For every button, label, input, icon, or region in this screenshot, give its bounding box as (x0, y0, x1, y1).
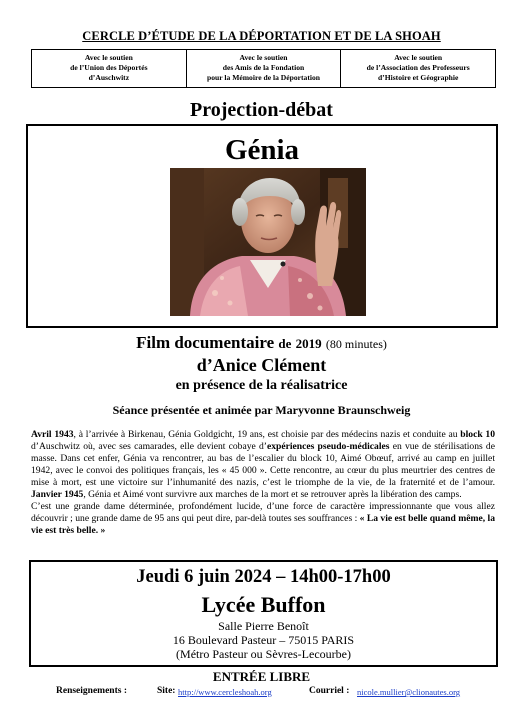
mail-link[interactable]: nicole.mullier@clionautes.org (357, 687, 461, 697)
film-box (26, 124, 498, 328)
presence-line: en présence de la réalisatrice (175, 378, 348, 393)
support-line: de l’Association des Professeurs (366, 63, 470, 72)
support-line: Avec le soutien (394, 53, 443, 62)
director-line: d’Anice Clément (196, 355, 327, 375)
support-line: des Amis de la Fondation (222, 63, 305, 72)
venue-name: Lycée Buffon (201, 592, 326, 617)
support-cell-aphg (340, 50, 495, 87)
metro-info: (Métro Pasteur ou Sèvres-Lecourbe) (176, 647, 351, 661)
support-line: de l’Union des Déportés (70, 63, 148, 72)
mail-label: Courriel : (309, 686, 350, 696)
support-cell-uda (32, 50, 186, 87)
support-line: d’Auschwitz (88, 73, 130, 82)
site-label: Site: (157, 686, 176, 696)
event-type: Projection-débat (190, 99, 333, 121)
doc-label: Film documentaire (136, 333, 275, 352)
host-line: Séance présentée et animée par Maryvonne Braunschweig (112, 403, 411, 417)
film-title: Génia (224, 134, 300, 166)
support-cell-fmd (186, 50, 341, 87)
free-entry: ENTRÉE LIBRE (212, 669, 311, 684)
doc-year-prefix: de (278, 336, 292, 351)
venue-address: 16 Boulevard Pasteur – 75015 PARIS (172, 633, 355, 647)
support-line: Avec le soutien (84, 53, 133, 62)
support-line: pour la Mémoire de la Déportation (207, 73, 320, 82)
schedule-box (29, 560, 498, 667)
documentary-line (0, 333, 523, 353)
site-link[interactable]: http://www.cercleshoah.org (178, 687, 272, 697)
room-name: Salle Pierre Benoît (218, 619, 309, 633)
support-table (31, 49, 496, 88)
synopsis-paragraph-1: Avril 1943, à l’arrivée à Birkenau, Génia Goldgicht, 19 ans, est choisie par des médecins nazis et conduite au block 10 d’Auschwitz où, avec ses camarades, elle devient cobaye d’expériences pseudo-médicales en vue de stérilisations de masse. Dans cet enfer, Génia va rencontrer, au bas de l’escalier du block 10, Aimé Obœuf, arrivé au camp en juillet 1942, avec le convoi des politiques français, les « 45 000 ». Cette rencontre, au cœur du plus meurtrier des centres de mise à mort, est une victoire sur l’inhumanité des nazis, c’est le triomphe de la vie, de la fraternité et de l’amour. Janvier 1945, Génia et Aimé vont survivre aux marches de la mort et se retrouver après la libération des camps. (31, 429, 495, 500)
doc-duration: (80 minutes) (325, 337, 387, 351)
event-date-time: Jeudi 6 juin 2024 – 14h00-17h00 (136, 567, 391, 587)
support-line: d’Histoire et Géographie (377, 73, 459, 82)
doc-year: 2019 (295, 336, 322, 351)
organization-title: CERCLE D’ÉTUDE DE LA DÉPORTATION ET DE LA SHOAH (82, 29, 441, 43)
info-label: Renseignements : (56, 686, 127, 696)
synopsis (31, 429, 495, 537)
support-line: Avec le soutien (239, 53, 288, 62)
synopsis-paragraph-2: C’est une grande dame déterminée, profondément lucide, d’une force de caractère impressionnante que vous allez découvrir ; une grande dame de 95 ans qui peut dire, par-delà toutes ses souffrances : « La vie est belle quand même, la vie est très belle. » (31, 501, 496, 536)
portrait-photo (170, 168, 366, 316)
